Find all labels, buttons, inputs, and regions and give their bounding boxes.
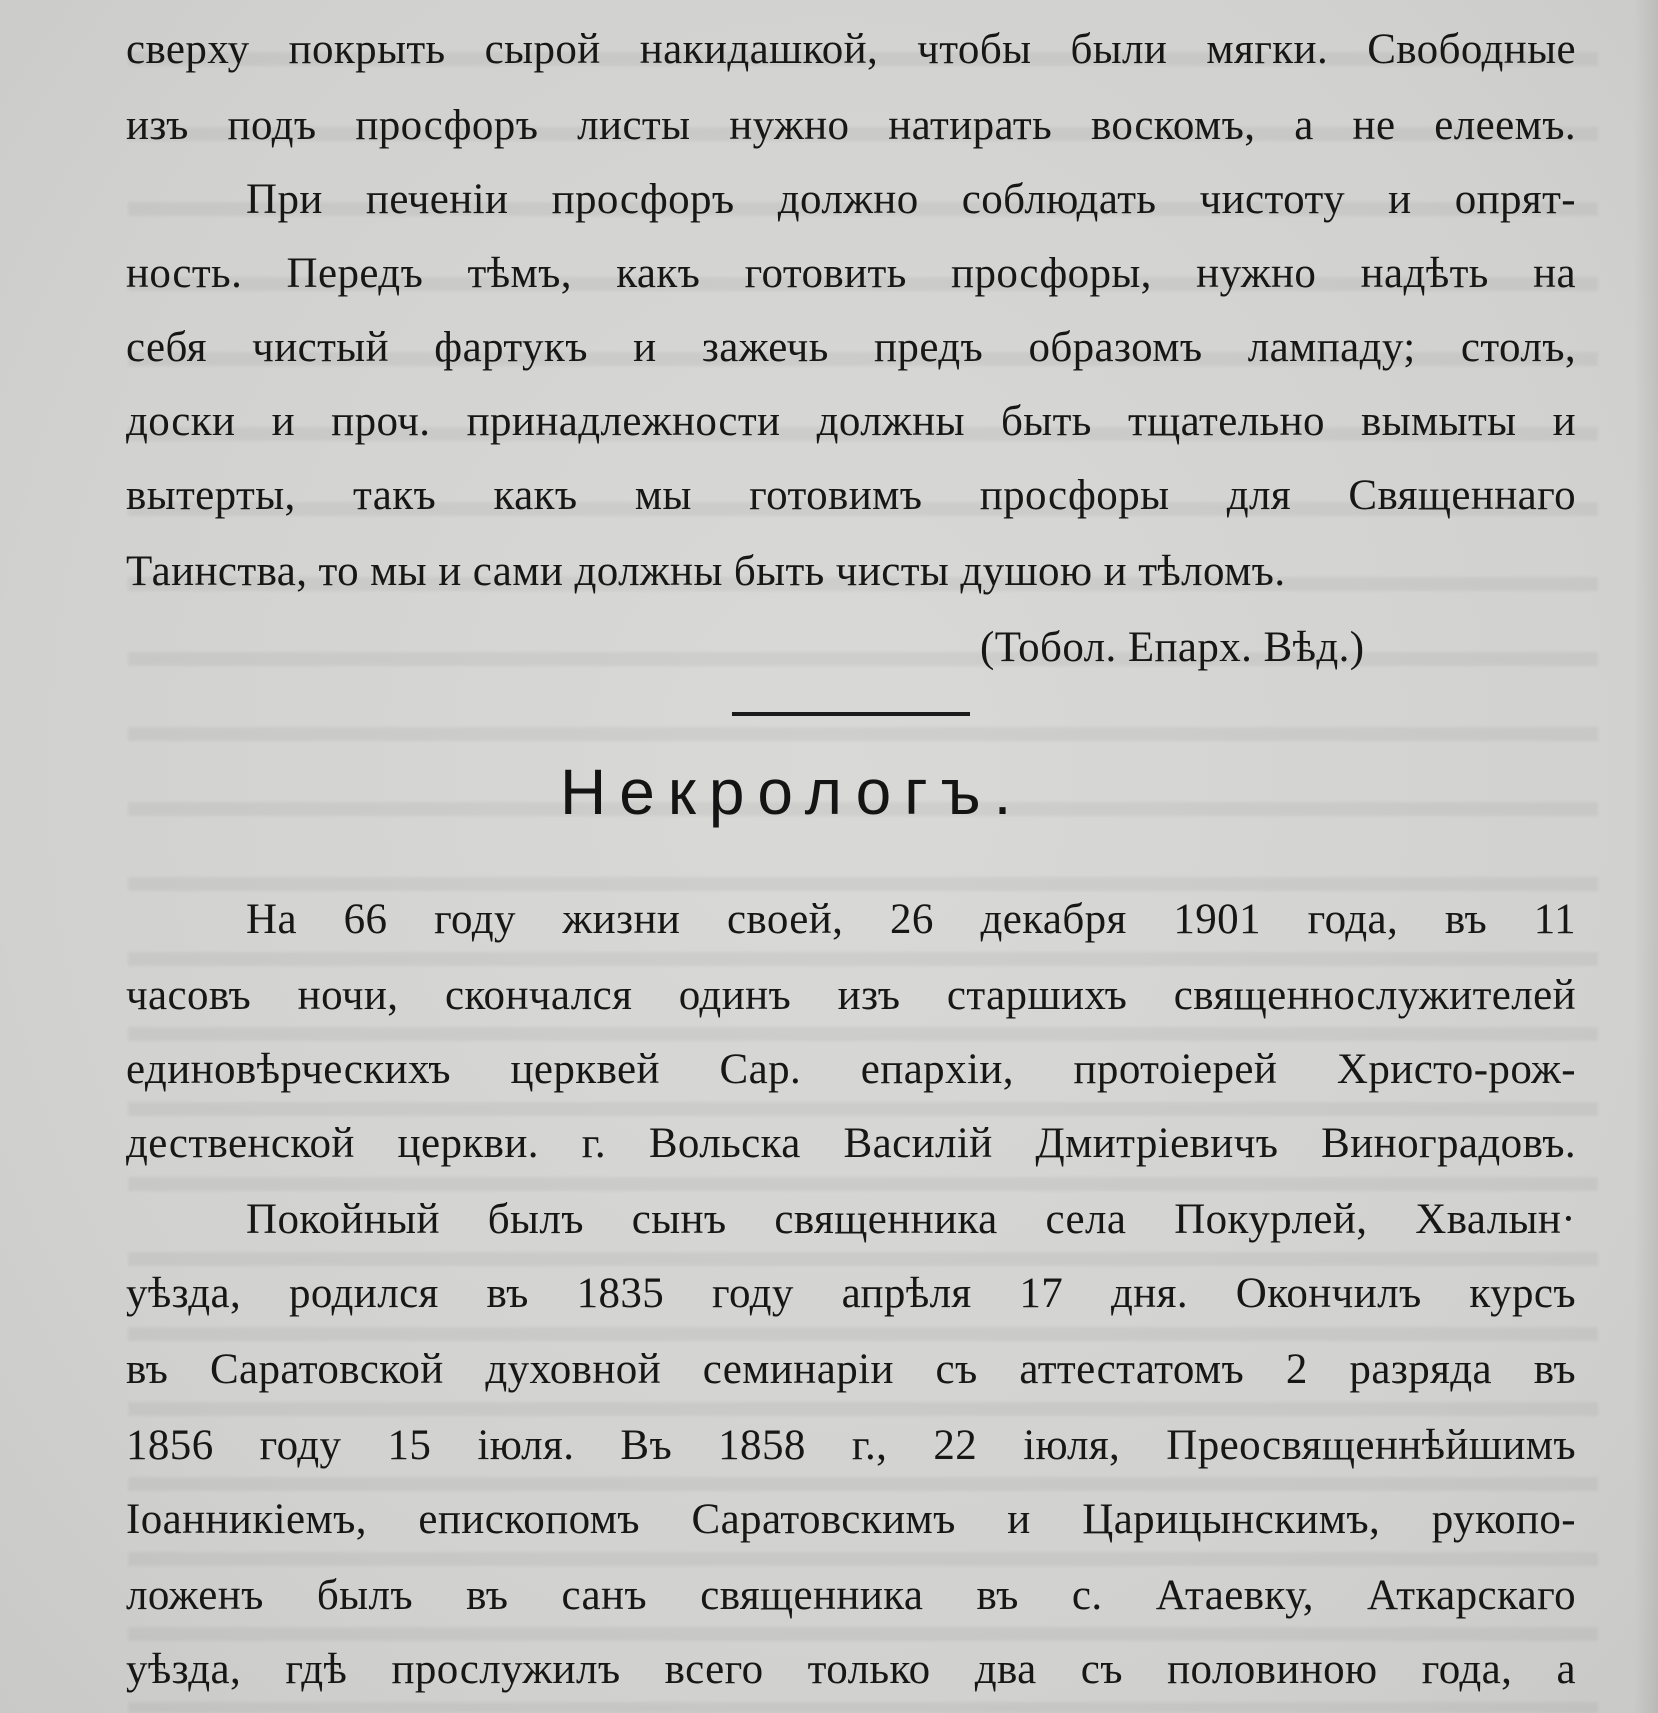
text-line: сверху покрыть сырой накидашкой, чтобы были мягки. Свободные	[126, 26, 1576, 73]
text-line: дественской церкви. г. Вольска Василiй Дмитрiевичъ Виноградовъ.	[126, 1120, 1576, 1167]
text-line: доски и проч. принадлежности должны быть тщательно вымыты и	[126, 398, 1576, 445]
section-divider	[732, 712, 970, 716]
text-line: 1856 году 15 iюля. Въ 1858 г., 22 iюля, Преосвященнѣйшимъ	[126, 1422, 1576, 1469]
text-line: часовъ ночи, скончался одинъ изъ старшихъ священнослужителей	[126, 972, 1576, 1019]
page-edge-shadow	[1634, 0, 1658, 1713]
text-line: вытерты, такъ какъ мы готовимъ просфоры для Священнаго	[126, 472, 1576, 519]
text-line: Iоанникiемъ, епископомъ Саратовскимъ и Царицынскимъ, рукопо-	[126, 1496, 1576, 1543]
text-line: въ Саратовской духовной семинарiи съ аттестатомъ 2 разряда въ	[126, 1346, 1576, 1393]
text-line: уѣзда, гдѣ прослужилъ всего только два съ половиною года, а	[126, 1646, 1576, 1693]
section-heading: Некрологъ.	[560, 756, 1025, 828]
text-line: изъ подъ просфоръ листы нужно натирать воскомъ, а не елеемъ.	[126, 102, 1576, 149]
text-line: ложенъ былъ въ санъ священника въ с. Атаевку, Аткарскаго	[126, 1572, 1576, 1619]
text-line: себя чистый фартукъ и зажечь предъ образомъ лампаду; столъ,	[126, 324, 1576, 371]
text-line: уѣзда, родился въ 1835 году апрѣля 17 дня. Окончилъ курсъ	[126, 1270, 1576, 1317]
text-line: При печенiи просфоръ должно соблюдать чистоту и опрят-	[246, 176, 1576, 223]
text-line: единовѣрческихъ церквей Сар. епархiи, протоiерей Христо-рож-	[126, 1046, 1576, 1093]
text-line: Покойный былъ сынъ священника села Покурлей, Хвалын·	[246, 1196, 1576, 1243]
source-citation: (Тобол. Епарх. Вѣд.)	[980, 624, 1365, 671]
text-line: Таинства, то мы и сами должны быть чисты душою и тѣломъ.	[126, 548, 1286, 595]
text-line: ность. Передъ тѣмъ, какъ готовить просфоры, нужно надѣть на	[126, 250, 1576, 297]
text-line: На 66 году жизни своей, 26 декабря 1901 года, въ 11	[246, 896, 1576, 943]
